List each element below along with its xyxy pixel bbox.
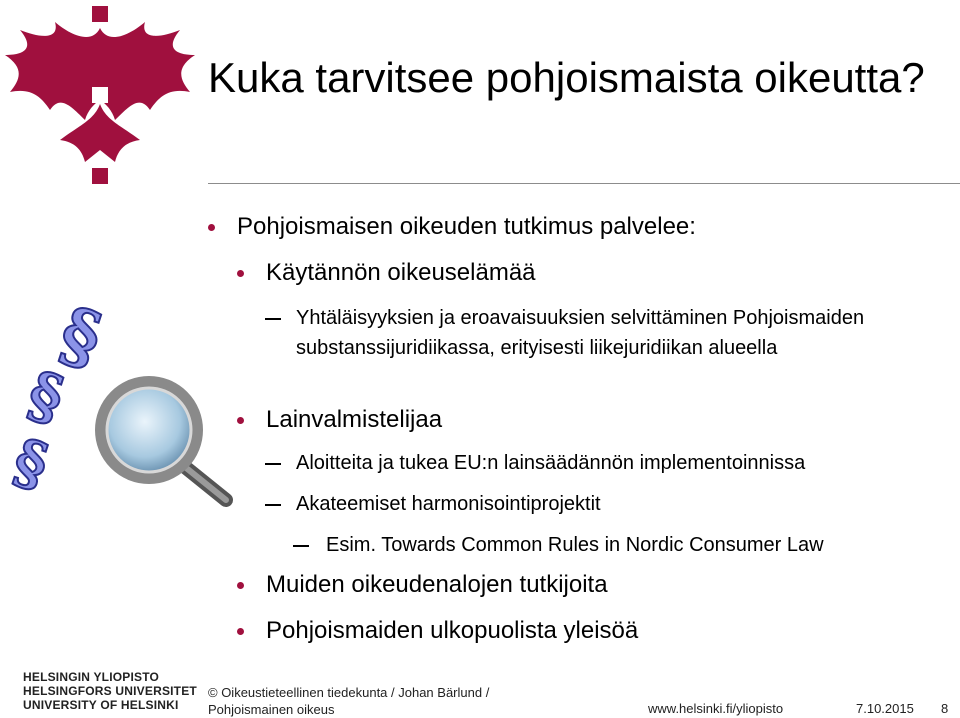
bullet-icon — [237, 628, 244, 635]
paragraph-sign-icon: § — [49, 289, 112, 383]
paragraph-sign-icon: § — [4, 425, 57, 502]
paragraph-sign-icon: § — [19, 356, 73, 437]
helsinki-flame-logo-icon — [0, 0, 200, 190]
list-item: Muiden oikeudenalojen tutkijoita — [266, 571, 608, 599]
footer-url[interactable]: www.helsinki.fi/yliopisto — [648, 701, 784, 716]
bullet-icon — [208, 224, 215, 231]
bullet-icon — [237, 417, 244, 424]
bullet-icon — [237, 270, 244, 277]
list-item: Esim. Towards Common Rules in Nordic Consumer Law — [326, 532, 824, 558]
list-item: Aloitteita ja tukea EU:n lainsäädännön implementoinnissa — [296, 448, 805, 478]
list-item: Akateemiset harmonisointiprojektit — [296, 489, 601, 519]
list-item: Pohjoismaisen oikeuden tutkimus palvelee: — [237, 213, 696, 241]
page-title: Kuka tarvitsee pohjoismaista oikeutta? — [208, 54, 925, 101]
magnifier-paragraph-signs-icon — [4, 289, 244, 520]
footer-date: 7.10.2015 — [856, 701, 914, 716]
bullet-icon — [237, 582, 244, 589]
title-divider — [208, 183, 960, 184]
dash-icon — [265, 504, 281, 506]
dash-icon — [293, 545, 309, 547]
dash-icon — [265, 318, 281, 320]
university-wordmark: HELSINGIN YLIOPISTO HELSINGFORS UNIVERSITET UNIVERSITY OF HELSINKI — [23, 670, 197, 712]
list-item: Yhtäläisyyksien ja eroavaisuuksien selvittäminen Pohjoismaiden substanssijuridiikassa, erityisesti liikejuridiikan alueella — [296, 303, 866, 363]
list-item: Lainvalmistelijaa — [266, 406, 442, 434]
page-number: 8 — [941, 701, 949, 716]
dash-icon — [265, 463, 281, 465]
list-item: Pohjoismaiden ulkopuolista yleisöä — [266, 617, 638, 645]
footer-credit: © Oikeustieteellinen tiedekunta / Johan Bärlund / Pohjoismainen oikeus — [208, 685, 490, 717]
list-item: Käytännön oikeuselämää — [266, 259, 536, 287]
